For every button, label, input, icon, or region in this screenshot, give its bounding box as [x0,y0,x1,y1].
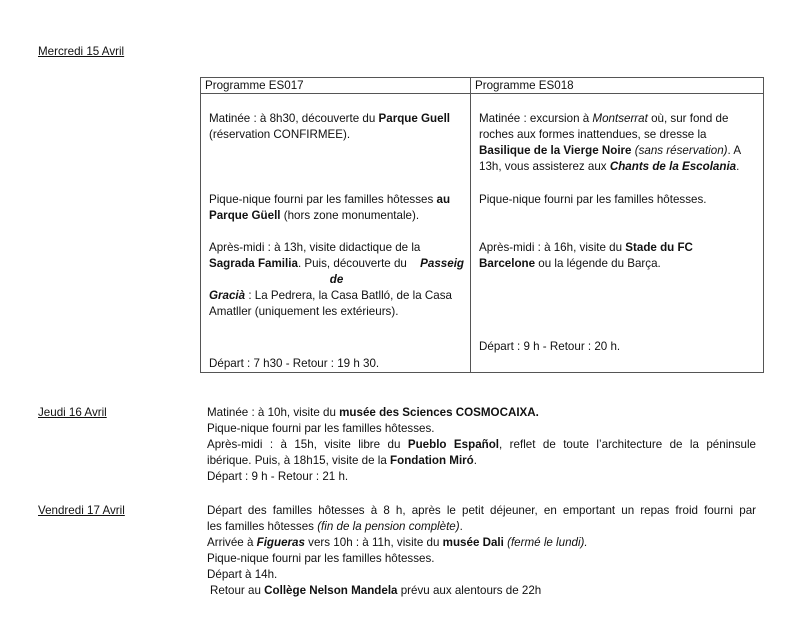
programme-table [200,77,764,373]
es017-afternoon: Après-midi : à 13h, visite didactique de la Sagrada Familia. Puis, découverte du Passeig de Gracià : La Pedrera, la Casa Batlló, de la Casa Amatller (uniquement les extérieurs). [209,241,464,318]
day-label-mercredi: Mercredi 15 Avril [38,45,125,58]
day-label-vendredi: Vendredi 17 Avril [38,504,125,517]
es017-morning: Matinée : à 8h30, découverte du Parque Guell (réservation CONFIRMEE). [209,112,451,141]
es018-morning: Matinée : excursion à Montserrat où, sur fond de roches aux formes inattendues, se dresse la Basilique de la Vierge Noire (sans réservation). A 13h, vous assisterez aux Chants de la Escolania. [479,112,742,173]
day2-content: Matinée : à 10h, visite du musée des Sciences COSMOCAIXA. Pique-nique fourni par les familles hôtesses. Après-midi : à 15h, visite libre du Pueblo Español, reflet de toute l’architecture de la péninsule ibérique. Puis, à 18h15, visite de la Fondation Miró. Départ : 9 h - Retour : 21 h. [207,406,756,483]
es017-picnic: Pique-nique fourni par les familles hôtesses au Parque Güell (hors zone monumentale). [209,193,451,222]
cell-es018 [471,94,764,373]
cell-es017 [201,94,471,373]
es018-depart: Départ : 9 h - Retour : 20 h. [479,340,621,353]
day-label-jeudi: Jeudi 16 Avril [38,406,107,419]
header-es018: Programme ES018 [471,78,764,94]
header-es017: Programme ES017 [201,78,471,94]
es018-picnic: Pique-nique fourni par les familles hôtesses. [479,193,707,206]
day3-content: Départ des familles hôtesses à 8 h, après le petit déjeuner, en emportant un repas froid fourni par les familles hôtesses (fin de la pension complète). Arrivée à Figueras vers 10h : à 11h, visite du musée Dali (fermé le lundi). Pique-nique fourni par les familles hôtesses. Départ à 14h. Retour au Collège Nelson Mandela prévu aux alentours de 22h [207,504,756,597]
es018-afternoon: Après-midi : à 16h, visite du Stade du FC Barcelone ou la légende du Barça. [479,241,693,270]
es017-depart: Départ : 7 h30 - Retour : 19 h 30. [209,357,380,370]
